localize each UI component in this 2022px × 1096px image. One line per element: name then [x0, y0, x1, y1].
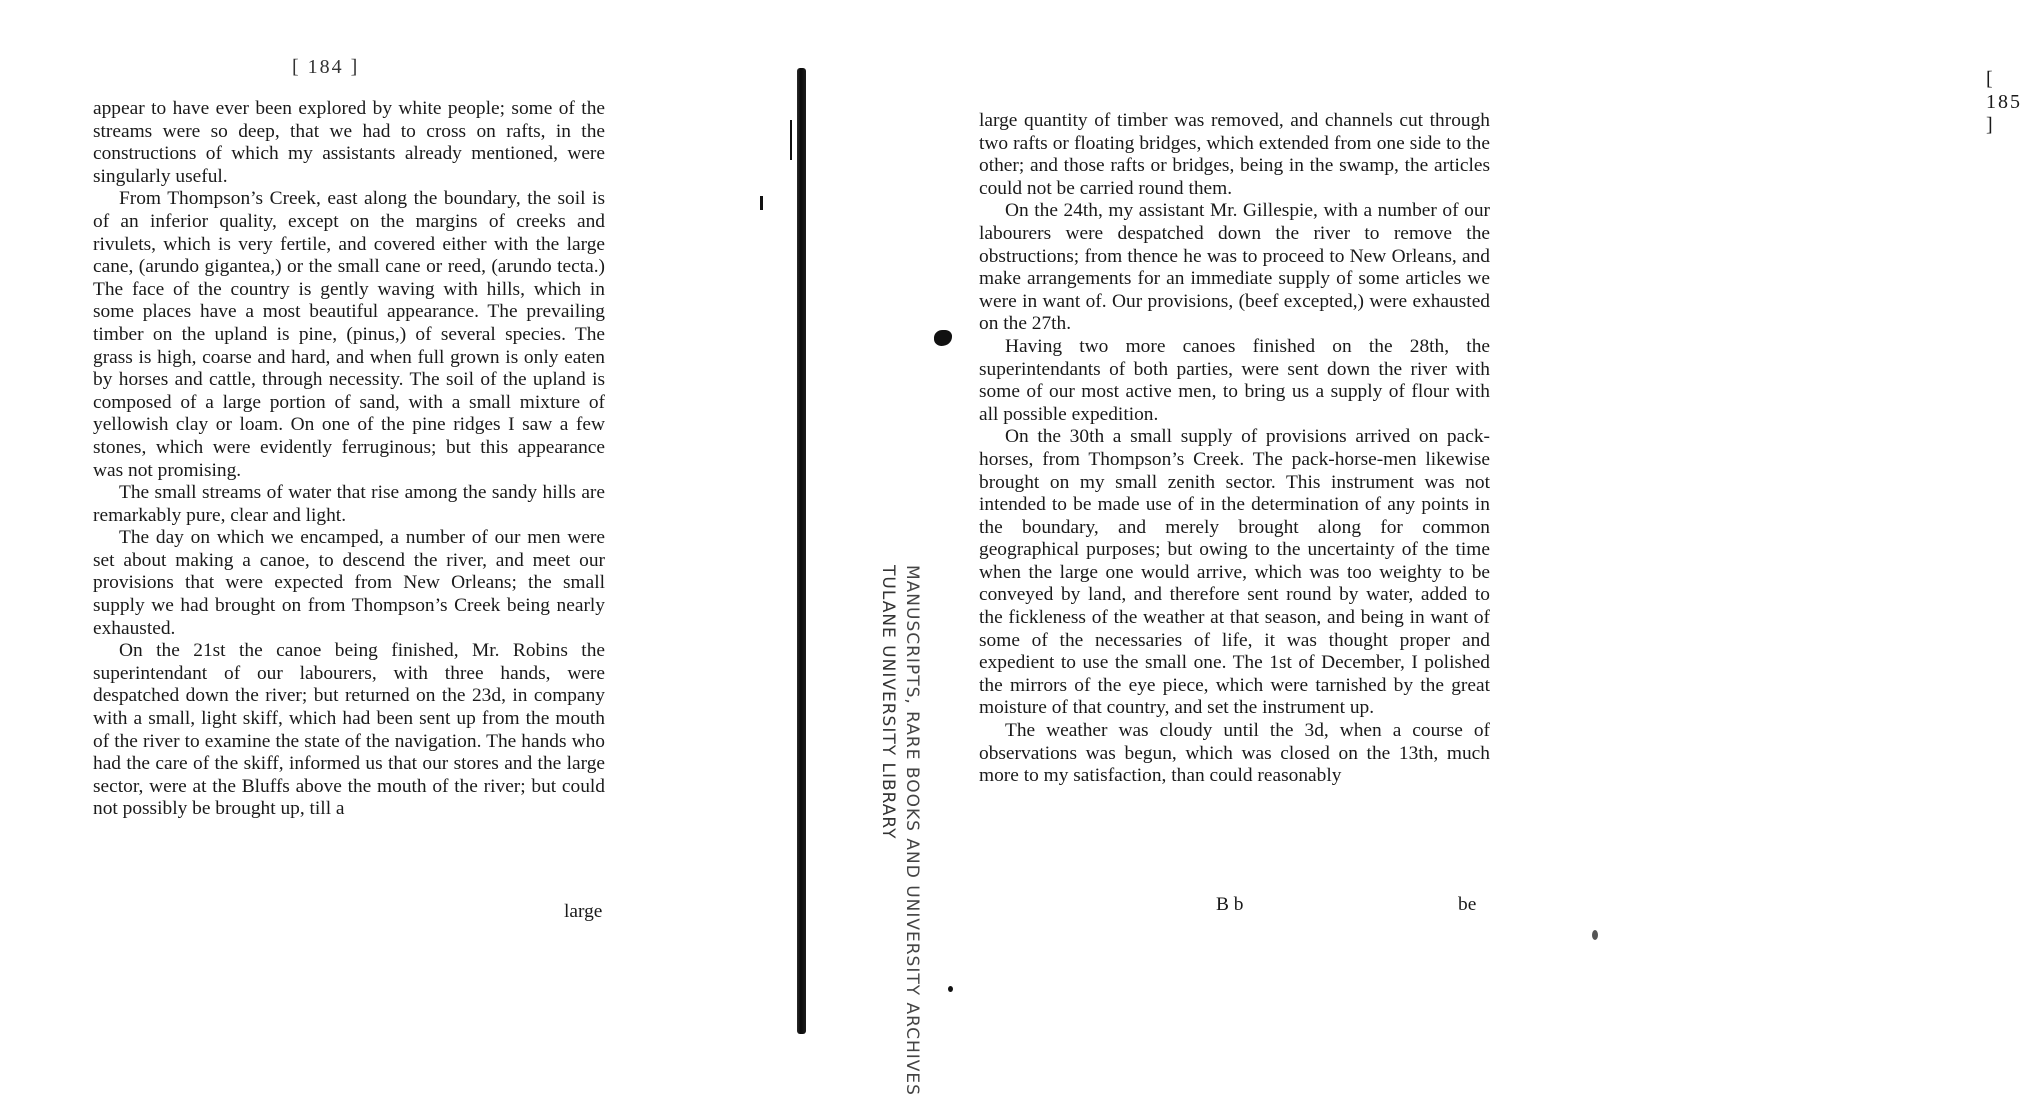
left-paragraph-2: From Thompson’s Creek, east along the boundary, the soil is of an inferior quality, except on the margins of creeks and rivulets, which is very fertile, and covered either with the large cane, (arundo gigantea,) or the small cane or reed, (arundo tecta.) The face of the country is gently waving with hills, which in some places have a most beautiful appearance. The prevailing timber on the upland is pine, (pinus,) of several species. The grass is high, coarse and hard, and when full grown is only eaten by horses and cattle, through necessity. The soil of the upland is composed of a large portion of sand, with a small mixture of yellowish clay or loam. On one of the pine ridges I saw a few stones, which were evidently ferruginous; but this appearance was not promising.	[93, 188, 605, 481]
ink-speck	[1592, 930, 1598, 940]
library-stamp	[876, 565, 956, 1096]
stamp-line-library: TULANE UNIVERSITY LIBRARY	[878, 565, 898, 840]
right-paragraph-3: Having two more canoes finished on the 28th, the superintendants of both parties, were sent down the river with some of our most active men, to bring us a supply of flour with all possible expedition.	[979, 335, 1490, 425]
right-paragraph-5: The weather was cloudy until the 3d, when a course of observations was begun, which was closed on the 13th, much more to my satisfaction, than could reasonably	[979, 720, 1490, 787]
left-paragraph-1: appear to have ever been explored by white people; some of the streams were so deep, that we had to cross on rafts, in the constructions of which my assistants already mentioned, were singularly useful.	[93, 98, 605, 187]
signature-mark: B b	[1216, 894, 1244, 915]
left-paragraph-5: On the 21st the canoe being finished, Mr. Robins the superintendant of our labourers, with three hands, were despatched down the river; but returned on the 23d, in company with a small, light skiff, which had been sent up from the mouth of the river to examine the state of the navigation. The hands who had the care of the skiff, informed us that our stores and the large sector, were at the Bluffs above the mouth of the river; but could not possibly be brought up, till a	[93, 640, 605, 820]
gutter-mark	[760, 196, 763, 210]
right-paragraph-1: large quantity of timber was removed, and channels cut through two rafts or floating bridges, which extended from one side to the other; and those rafts or bridges, being in the swamp, the articles could not be carried round them.	[979, 110, 1490, 199]
left-paragraph-4: The day on which we encamped, a number of our men were set about making a canoe, to descend the river, and meet our provisions that were expected from New Orleans; the small supply we had brought on from Thompson’s Creek being nearly exhausted.	[93, 527, 605, 639]
ink-speck	[948, 986, 953, 992]
left-page-text	[93, 98, 605, 821]
left-page	[0, 0, 800, 1034]
page-number-right: [ 185 ]	[1986, 68, 2022, 136]
catchword-right: be	[1458, 894, 1477, 915]
gutter-mark	[790, 120, 792, 160]
right-page-text	[979, 110, 1490, 788]
right-paragraph-2: On the 24th, my assistant Mr. Gillespie, with a number of our labourers were despatched down the river to remove the obstructions; from thence he was to proceed to New Orleans, and make arrangements for an immediate supply of some articles we were in want of. Our provisions, (beef excepted,) were exhausted on the 27th.	[979, 200, 1490, 335]
catchword-left: large	[564, 901, 603, 922]
right-paragraph-4: On the 30th a small supply of provisions arrived on pack-horses, from Thompson’s Creek. The pack-horse-men likewise brought on my small zenith sector. This instrument was not intended to be made use of in the determination of any points in the boundary, and merely brought along for common geographical purposes; but owing to the uncertainty of the time when the large one would arrive, which was too weighty to be conveyed by land, and therefore sent round by water, added to the fickleness of the weather at that season, and being in want of some of the necessaries of life, it was thought proper and expedient to use the small one. The 1st of December, I polished the mirrors of the eye piece, which were tarnished by the great moisture of that country, and set the instrument up.	[979, 426, 1490, 719]
page-number-left: [ 184 ]	[292, 56, 360, 78]
stamp-line-archives: MANUSCRIPTS, RARE BOOKS AND UNIVERSITY ARCHIVES	[902, 565, 922, 1096]
left-paragraph-3: The small streams of water that rise among the sandy hills are remarkably pure, clear and light.	[93, 482, 605, 526]
